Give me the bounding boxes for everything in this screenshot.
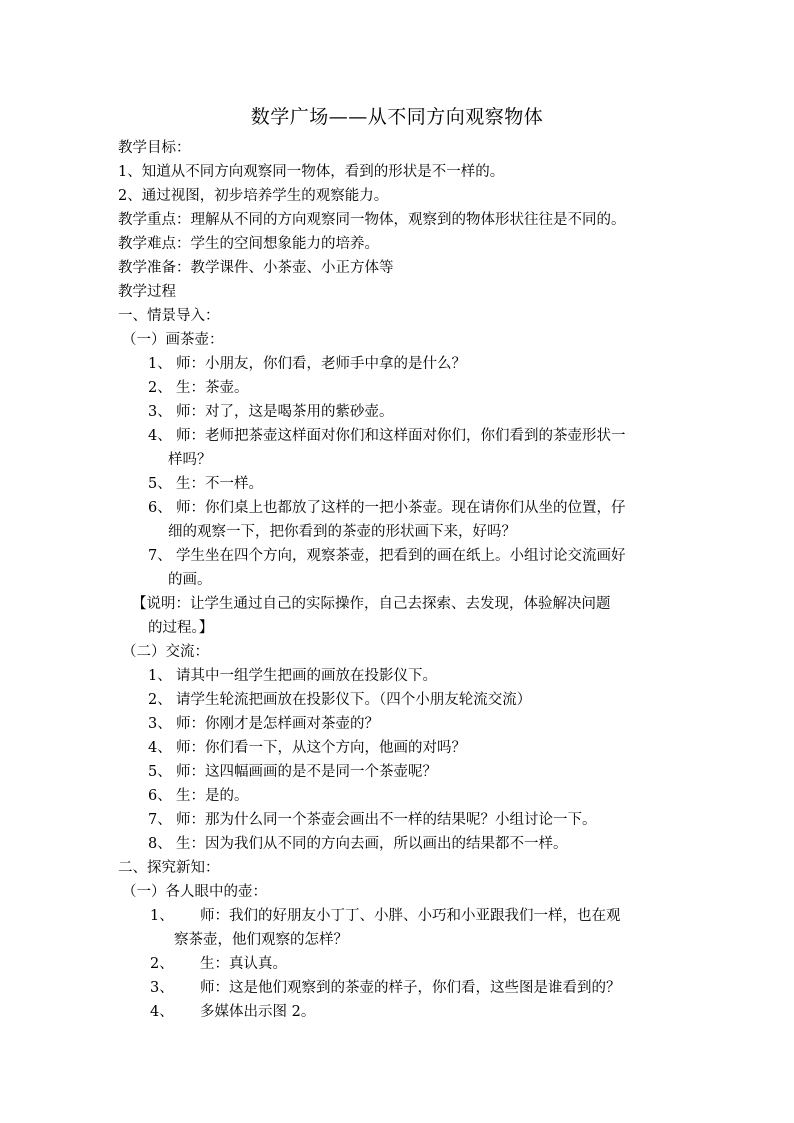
list-item-text: 师：老师把茶壶这样面对你们和这样面对你们，你们看到的茶壶形状一 [176,428,626,444]
list-item [118,1000,688,1024]
list-item [118,544,688,592]
list-item [118,760,688,784]
list-item-number: 4、 [148,740,172,756]
section-1a-heading: （一）画茶壶： [122,332,224,348]
list-item [118,904,688,952]
list-item [118,736,688,760]
list-item-text: 师：那为什么同一个茶壶会画出不一样的结果呢？小组讨论一下。 [176,812,597,828]
list-item-number: 1、 [150,908,174,924]
explanation-note [118,592,688,640]
list-item-text: 生：真认真。 [200,956,287,972]
list-item-number: 3、 [148,716,172,732]
list-item [118,688,688,712]
list-item [118,784,688,808]
list-item-text: 请学生轮流把画放在投影仪下。（四个小朋友轮流交流） [176,692,532,708]
document-body [118,136,688,1024]
list-item-text: 师：这是他们观察到的茶壶的样子，你们看，这些图是谁看到的？ [200,980,621,996]
list-item-number: 1、 [148,356,172,372]
note-line-2: 的过程。】 [148,620,214,636]
list-item [118,376,688,400]
list-item-text: 多媒体出示图 2。 [200,1004,316,1020]
list-item-text: 师：你刚才是怎样画对茶壶的？ [176,716,379,732]
list-item-number: 1、 [148,668,172,684]
list-item-text: 师：小朋友，你们看，老师手中拿的是什么？ [176,356,466,372]
list-item-text: 师：你们看一下，从这个方向，他画的对吗？ [176,740,466,756]
list-item-number: 4、 [150,1004,174,1020]
list-item-number: 7、 [148,548,172,564]
list-item-text: 请其中一组学生把画的画放在投影仪下。 [176,668,437,684]
difficulty: 教学难点：学生的空间想象能力的培养。 [118,236,379,252]
document-title: 数学广场——从不同方向观察物体 [250,106,544,128]
list-item [118,808,688,832]
list-item-text: 生：因为我们从不同的方向去画，所以画出的结果都不一样。 [176,836,568,852]
preparation: 教学准备：教学课件、小茶壶、小正方体等 [118,260,394,276]
list-item [118,352,688,376]
section-2a-heading: （一）各人眼中的壶： [122,884,267,900]
list-item [118,832,688,856]
list-item-text: 生：不一样。 [176,476,263,492]
list-item-number: 5、 [148,764,172,780]
list-item [118,712,688,736]
list-item [118,496,688,544]
list-item-number: 7、 [148,812,172,828]
list-item [118,952,688,976]
list-item-continuation: 样吗？ [168,452,212,468]
list-item-number: 2、 [148,692,172,708]
list-item-text: 生：茶壶。 [176,380,249,396]
goals-heading: 教学目标： [118,140,191,156]
list-item-text: 师：这四幅画画的是不是同一个茶壶呢？ [176,764,437,780]
list-item-number: 6、 [148,788,172,804]
list-item-number: 2、 [148,380,172,396]
list-item [118,400,688,424]
section-2-heading: 二、探究新知： [118,860,220,876]
list-item [118,664,688,688]
list-item-number: 3、 [148,404,172,420]
section-1-heading: 一、情景导入： [118,308,220,324]
list-item-number: 3、 [150,980,174,996]
list-item [118,424,688,472]
list-item-number: 6、 [148,500,172,516]
list-item [118,472,688,496]
list-item-text: 生：是的。 [176,788,249,804]
goal-2: 2、通过视图，初步培养学生的观察能力。 [118,188,389,204]
goal-1: 1、知道从不同方向观察同一物体，看到的形状是不一样的。 [118,164,505,180]
list-item-number: 4、 [148,428,172,444]
list-item-continuation: 的画。 [168,572,212,588]
note-line-1: 【说明：让学生通过自己的实际操作，自己去探索、去发现，体验解决问题 [132,596,611,612]
list-item-text: 师：你们桌上也都放了这样的一把小茶壶。现在请你们从坐的位置，仔 [176,500,626,516]
list-item-number: 2、 [150,956,174,972]
list-item-text: 师：对了，这是喝茶用的紫砂壶。 [176,404,394,420]
list-item [118,976,688,1000]
list-item-number: 8、 [148,836,172,852]
list-item-continuation: 察茶壶，他们观察的怎样？ [174,932,348,948]
key-point: 教学重点：理解从不同的方向观察同一物体，观察到的物体形状往往是不同的。 [118,212,626,228]
list-item-number: 5、 [148,476,172,492]
section-1b-heading: （二）交流： [122,644,209,660]
list-item-text: 学生坐在四个方向，观察茶壶，把看到的画在纸上。小组讨论交流画好 [176,548,626,564]
list-item-continuation: 细的观察一下，把你看到的茶壶的形状画下来，好吗？ [168,524,516,540]
process-heading: 教学过程 [118,284,176,300]
list-item-text: 师：我们的好朋友小丁丁、小胖、小巧和小亚跟我们一样，也在观 [200,908,621,924]
